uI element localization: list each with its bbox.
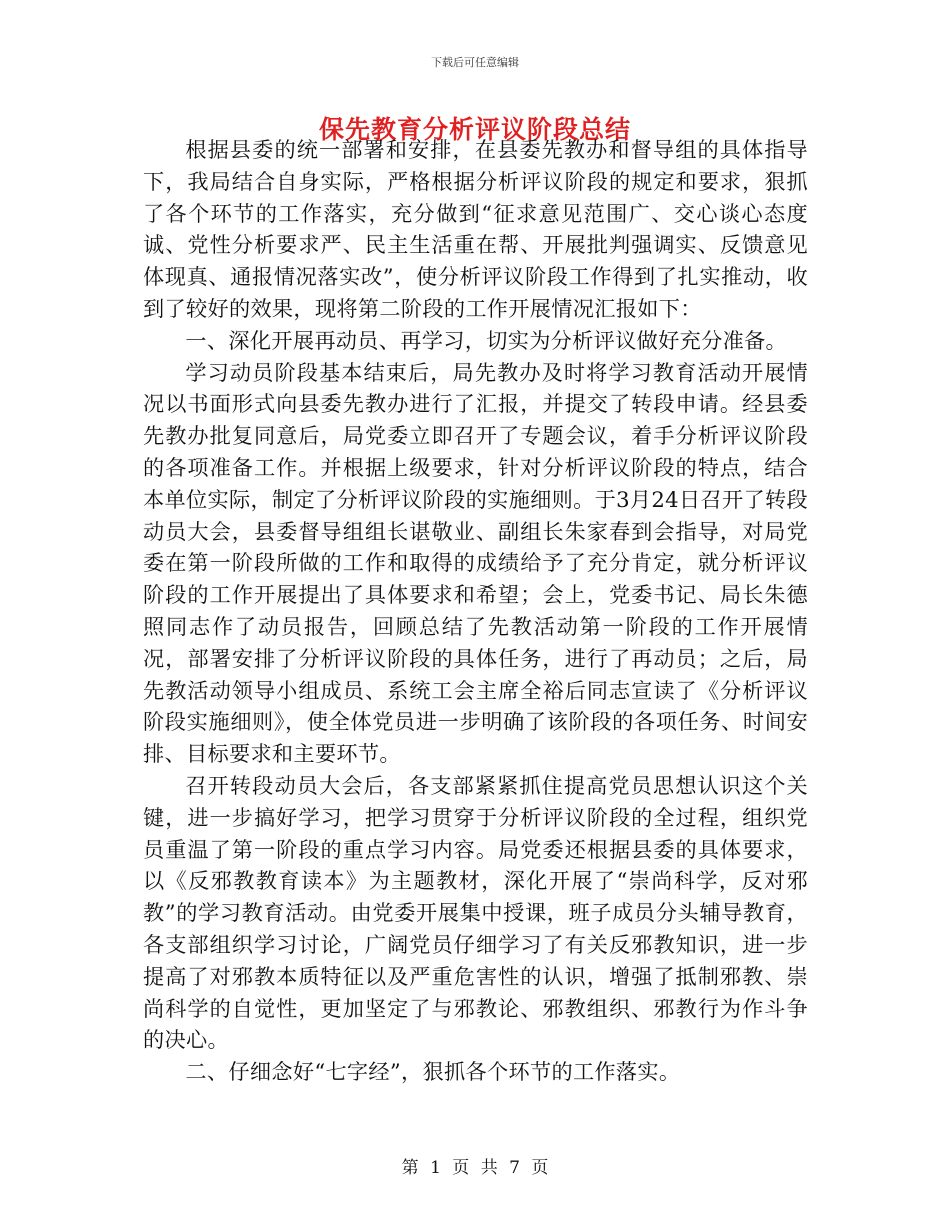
section-heading-2: 二、仔细念好“七字经”，狠抓各个环节的工作落实。	[185, 1059, 681, 1085]
header-note: 下载后可任意编辑	[431, 56, 519, 69]
paragraph-study: 召开转段动员大会后，各支部紧紧抓住提高党员思想认识这个关键，进一步搞好学习，把学习贯穿于分析评议阶段的全过程，组织党员重温了第一阶段的重点学习内容。局党委还根据县委的具体要求，以《反邪教教育读本》为主题教材，深化开展了“崇尚科学，反对邪教”的学习教育活动。由党委开展集中授课，班子成员分头辅导教育，各支部组织学习讨论，广阔党员仔细学习了有关反邪教知识，进一步提高了对邪教本质特征以及严重危害性的认识，增强了抵制邪教、崇尚科学的自觉性，更加坚定了与邪教论、邪教组织、邪教行为作斗争的决心。	[143, 772, 808, 1053]
document-title: 保先教育分析评议阶段总结	[318, 115, 631, 144]
paragraph-intro: 根据县委的统一部署和安排，在县委先教办和督导组的具体指导下，我局结合自身实际，严格根据分析评议阶段的规定和要求，狠抓了各个环节的工作落实，充分做到“征求意见范围广、交心谈心态度诚、党性分析要求严、民主生活重在帮、开展批判强调实、反馈意见体现真、通报情况落实改”，使分析评议阶段工作得到了扎实推动，收到了较好的效果，现将第二阶段的工作开展情况汇报如下：	[143, 137, 808, 321]
section-heading-1: 一、深化开展再动员、再学习，切实为分析评议做好充分准备。	[185, 327, 788, 353]
page-footer: 第 1 页 共 7 页	[401, 1158, 549, 1178]
paragraph-mobilization: 学习动员阶段基本结束后，局先教办及时将学习教育活动开展情况以书面形式向县委先教办进行了汇报，并提交了转段申请。经县委先教办批复同意后，局党委立即召开了专题会议，着手分析评议阶段的各项准备工作。并根据上级要求，针对分析评议阶段的特点，结合本单位实际，制定了分析评议阶段的实施细则。于3月24日召开了转段动员大会，县委督导组组长谌敬业、副组长朱家春到会指导，对局党委在第一阶段所做的工作和取得的成绩给予了充分肯定，就分析评议阶段的工作开展提出了具体要求和希望；会上，党委书记、局长朱德照同志作了动员报告，回顾总结了先教活动第一阶段的工作开展情况，部署安排了分析评议阶段的具体任务，进行了再动员；之后，局先教活动领导小组成员、系统工会主席全裕后同志宣读了《分析评议阶段实施细则》，使全体党员进一步明确了该阶段的各项任务、时间安排、目标要求和主要环节。	[143, 359, 808, 767]
document-body	[143, 134, 808, 1088]
